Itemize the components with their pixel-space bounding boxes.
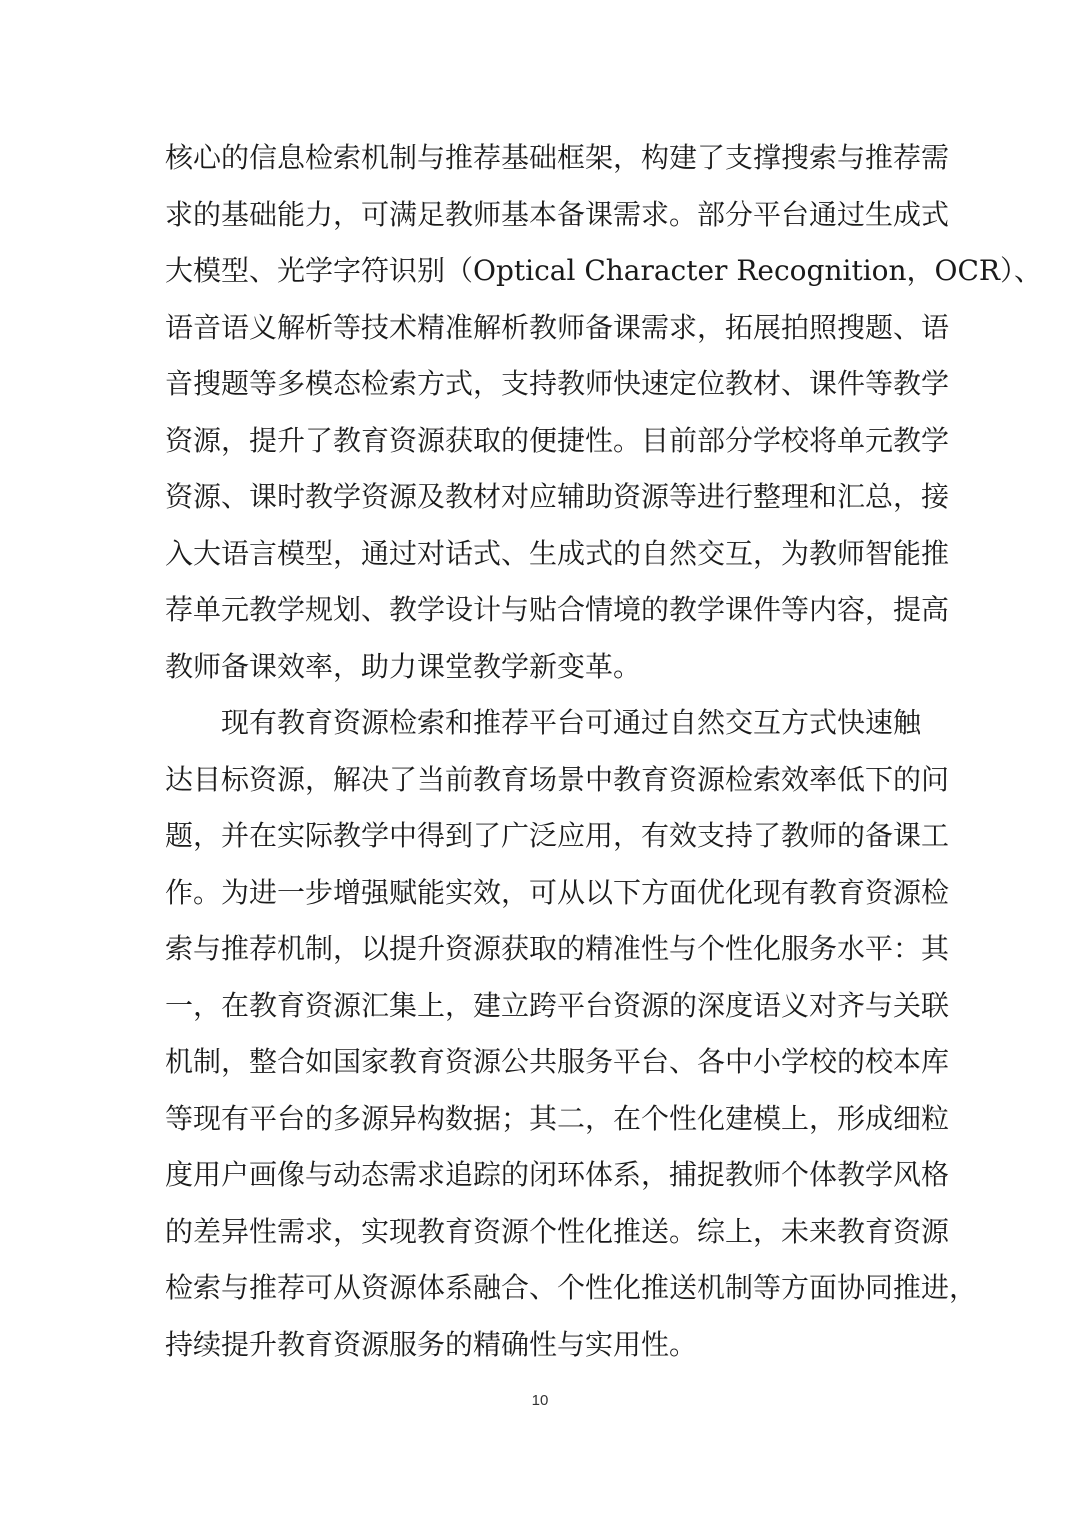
text-line: 大模型、光学字符识别（Optical Character Recognition，OCR）、 xyxy=(165,254,1042,287)
text-line: 题，并在实际教学中得到了广泛应用，有效支持了教师的备课工 xyxy=(165,819,950,852)
paragraph-1 xyxy=(165,130,1042,695)
text-line: 资源，提升了教育资源获取的便捷性。目前部分学校将单元教学 xyxy=(165,423,950,457)
text-line: 核心的信息检索机制与推荐基础框架，构建了支撑搜索与推荐需 xyxy=(165,141,950,174)
text-line: 达目标资源，解决了当前教育场景中教育资源检索效率低下的问 xyxy=(165,762,950,796)
text-line: 音搜题等多模态检索方式，支持教师快速定位教材、课件等教学 xyxy=(165,367,950,400)
text-line: 度用户画像与动态需求追踪的闭环体系，捕捉教师个体教学风格 xyxy=(165,1158,950,1191)
text-line: 作。为进一步增强赋能实效，可从以下方面优化现有教育资源检 xyxy=(165,875,950,909)
text-line: 荐单元教学规划、教学设计与贴合情境的教学课件等内容，提高 xyxy=(165,593,950,626)
paragraph-2 xyxy=(165,695,978,1373)
text-line: 教师备课效率，助力课堂教学新变革。 xyxy=(165,649,642,683)
text-line: 索与推荐机制，以提升资源获取的精准性与个性化服务水平：其 xyxy=(165,932,950,965)
text-line: 机制，整合如国家教育资源公共服务平台、各中小学校的校本库 xyxy=(165,1045,950,1078)
page-number: 10 xyxy=(531,1392,549,1409)
text-line: 持续提升教育资源服务的精确性与实用性。 xyxy=(165,1327,698,1361)
body-text xyxy=(165,130,1042,1373)
text-line: 求的基础能力，可满足教师基本备课需求。部分平台通过生成式 xyxy=(165,197,950,231)
text-line: 语音语义解析等技术精准解析教师备课需求，拓展拍照搜题、语 xyxy=(165,310,950,344)
text-line: 的差异性需求，实现教育资源个性化推送。综上，未来教育资源 xyxy=(165,1214,950,1248)
text-line: 等现有平台的多源异构数据；其二，在个性化建模上，形成细粒 xyxy=(165,1101,950,1135)
text-line: 检索与推荐可从资源体系融合、个性化推送机制等方面协同推进， xyxy=(165,1271,978,1304)
text-line: 现有教育资源检索和推荐平台可通过自然交互方式快速触 xyxy=(221,706,922,739)
text-line: 一，在教育资源汇集上，建立跨平台资源的深度语义对齐与关联 xyxy=(165,988,950,1022)
text-line: 资源、课时教学资源及教材对应辅助资源等进行整理和汇总，接 xyxy=(165,480,950,513)
text-line: 入大语言模型，通过对话式、生成式的自然交互，为教师智能推 xyxy=(165,536,950,570)
